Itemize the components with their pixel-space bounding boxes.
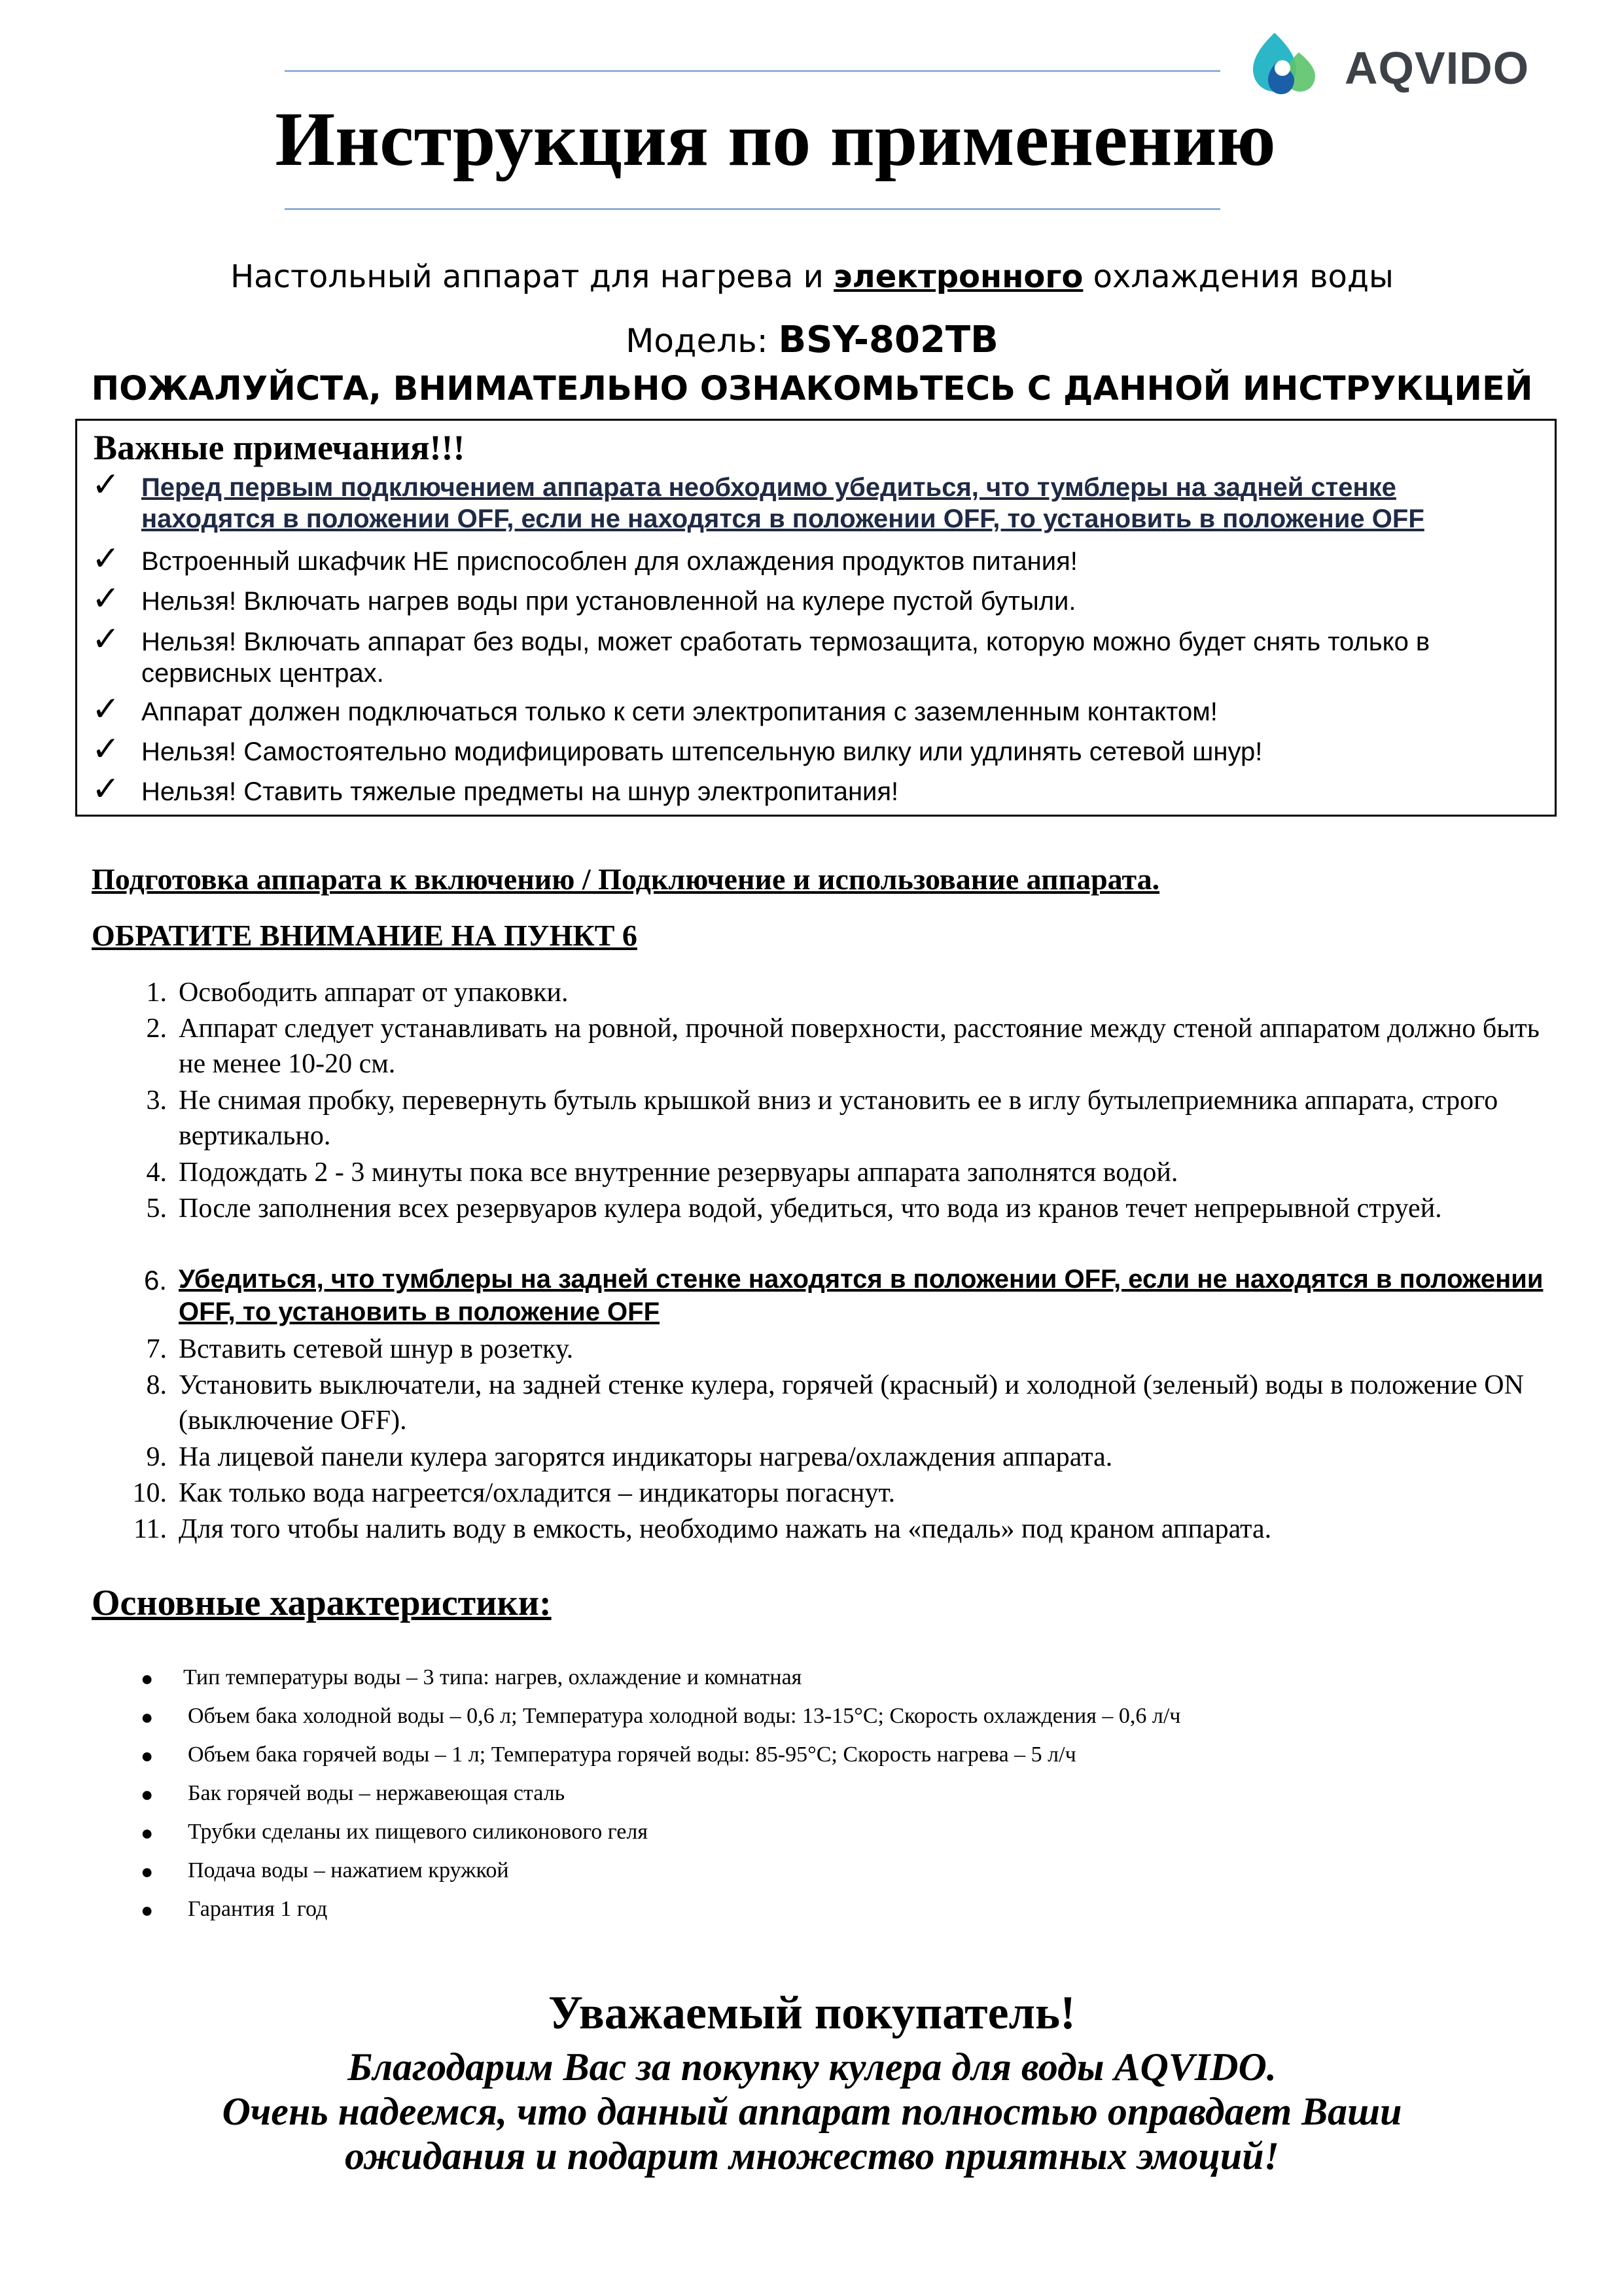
checkmark-icon: ✓ <box>92 769 120 809</box>
product-subtitle <box>0 258 1624 295</box>
bullet-icon: ● <box>141 1782 154 1806</box>
characteristic-text: Бак горячей воды – нержавеющая сталь <box>188 1781 565 1805</box>
notes-title: Важные примечания!!! <box>94 428 465 467</box>
characteristic-text: Гарантия 1 год <box>188 1897 328 1921</box>
characteristic-text: Объем бака холодной воды – 0,6 л; Температура холодной воды: 13-15°C; Скорость охлаждения – 0,6 л/ч <box>188 1704 1181 1728</box>
step-number: 3. <box>146 1086 167 1116</box>
checkmark-icon: ✓ <box>92 690 120 729</box>
step-text: Вставить сетевой шнур в розетку. <box>179 1334 574 1364</box>
step-number: 11. <box>133 1514 167 1544</box>
note-text: Перед первым подключением аппарата необходимо убедиться, что тумблеры на задней стенке находятся в положении OFF, если не находятся в положении OFF, то установить в положение OFF <box>141 473 1424 533</box>
note-text: Встроенный шкафчик НЕ приспособлен для охлаждения продуктов питания! <box>141 547 1078 576</box>
note-text: Аппарат должен подключаться только к сети электропитания с заземленным контактом! <box>141 698 1218 726</box>
characteristic-text: Объем бака горячей воды – 1 л; Температура горячей воды: 85-95°C; Скорость нагрева – 5 л/ч <box>188 1742 1076 1767</box>
checkmark-icon: ✓ <box>92 730 120 769</box>
step-number: 2. <box>146 1014 167 1044</box>
top-rule <box>285 70 1220 72</box>
step-text: Убедиться, что тумблеры на задней стенке находятся в положении OFF, если не находятся в положении OFF, то установить в положение OFF <box>179 1265 1544 1326</box>
model-line <box>0 319 1624 361</box>
step-text: Для того чтобы налить воду в емкость, необходимо нажать на «педаль» под краном аппарата. <box>179 1514 1272 1544</box>
attention-heading: ОБРАТИТЕ ВНИМАНИЕ НА ПУНКТ 6 <box>92 919 637 952</box>
step-number: 1. <box>146 978 167 1008</box>
step-number: 7. <box>146 1334 167 1364</box>
characteristic-text: Трубки сделаны их пищевого силиконового геля <box>188 1820 648 1844</box>
bullet-icon: ● <box>141 1898 154 1922</box>
characteristic-text: Тип температуры воды – 3 типа: нагрев, охлаждение и комнатная <box>183 1665 802 1689</box>
note-text: Нельзя! Ставить тяжелые предметы на шнур электропитания! <box>141 777 899 806</box>
checkmark-icon: ✓ <box>92 579 120 618</box>
step-text: Аппарат следует устанавливать на ровной, прочной поверхности, расстояние между стеной аппаратом должно быть не менее 10-20 см. <box>179 1014 1540 1079</box>
note-text: Нельзя! Включать нагрев воды при установленной на кулере пустой бутыли. <box>141 587 1076 616</box>
closing-line-1: Благодарим Вас за покупку кулера для воды AQVIDO. <box>347 2045 1277 2089</box>
step-text: Подождать 2 - 3 минуты пока все внутренние резервуары аппарата заполнятся водой. <box>179 1157 1178 1188</box>
step-text: Не снимая пробку, перевернуть бутыль крышкой вниз и установить ее в иглу бутылеприемника аппарата, строго вертикально. <box>179 1086 1498 1151</box>
step-number: 4. <box>146 1157 167 1188</box>
note-text: Нельзя! Самостоятельно модифицировать штепсельную вилку или удлинять сетевой шнур! <box>141 737 1263 766</box>
closing-line-3: ожидания и подарит множество приятных эмоций! <box>345 2134 1279 2178</box>
page-title: Инструкция по применению <box>275 96 1276 182</box>
bullet-icon: ● <box>141 1860 154 1883</box>
note-text: Нельзя! Включать аппарат без воды, может сработать термозащита, которую можно будет снять только в сервисных центрах. <box>141 627 1430 688</box>
checkmark-icon: ✓ <box>92 465 120 504</box>
step-text: Как только вода нагреется/охладится – индикаторы погаснут. <box>179 1478 896 1508</box>
characteristics-heading: Основные характеристики: <box>92 1583 552 1623</box>
checkmark-icon: ✓ <box>92 539 120 578</box>
closing-line-2: Очень надеемся, что данный аппарат полностью оправдает Ваши <box>222 2090 1402 2133</box>
drops-logo-icon <box>1237 27 1328 106</box>
important-notes-box <box>75 419 1557 817</box>
subtitle-pre: Настольный аппарат для нагрева и <box>230 258 834 295</box>
bullet-icon: ● <box>141 1821 154 1845</box>
bullet-icon: ● <box>141 1744 154 1767</box>
step-number: 6. <box>143 1265 167 1296</box>
model-label: Модель: <box>626 322 779 360</box>
step-number: 10. <box>132 1478 167 1508</box>
step-number: 8. <box>146 1370 167 1400</box>
subtitle-post: охлаждения воды <box>1083 258 1394 295</box>
bottom-rule <box>285 208 1220 210</box>
model-value: BSY-802TB <box>778 319 998 361</box>
step-text: После заполнения всех резервуаров кулера водой, убедиться, что вода из кранов течет непрерывной струей. <box>179 1193 1442 1224</box>
step-number: 9. <box>146 1442 167 1472</box>
closing-greeting: Уважаемый покупатель! <box>548 1987 1076 2039</box>
step-text: Освободить аппарат от упаковки. <box>179 978 569 1008</box>
step-number: 5. <box>146 1193 167 1224</box>
aqvido-logo <box>1237 27 1551 106</box>
characteristic-text: Подача воды – нажатием кружкой <box>188 1858 509 1882</box>
checkmark-icon: ✓ <box>92 620 120 659</box>
bullet-icon: ● <box>141 1705 154 1729</box>
brand-name: AQVIDO <box>1345 43 1530 94</box>
preparation-heading: Подготовка аппарата к включению / Подключение и использование аппарата. <box>92 862 1160 896</box>
step-text: На лицевой панели кулера загорятся индикаторы нагрева/охлаждения аппарата. <box>179 1442 1113 1472</box>
subtitle-emphasis: электронного <box>834 258 1084 295</box>
bullet-icon: ● <box>141 1667 154 1690</box>
please-read-banner: ПОЖАЛУЙСТА, ВНИМАТЕЛЬНО ОЗНАКОМЬТЕСЬ С ДАННОЙ ИНСТРУКЦИЕЙ <box>91 370 1533 408</box>
step-text: Установить выключатели, на задней стенке кулера, горячей (красный) и холодной (зеленый) воды в положение ON (выключение OFF). <box>179 1370 1524 1436</box>
